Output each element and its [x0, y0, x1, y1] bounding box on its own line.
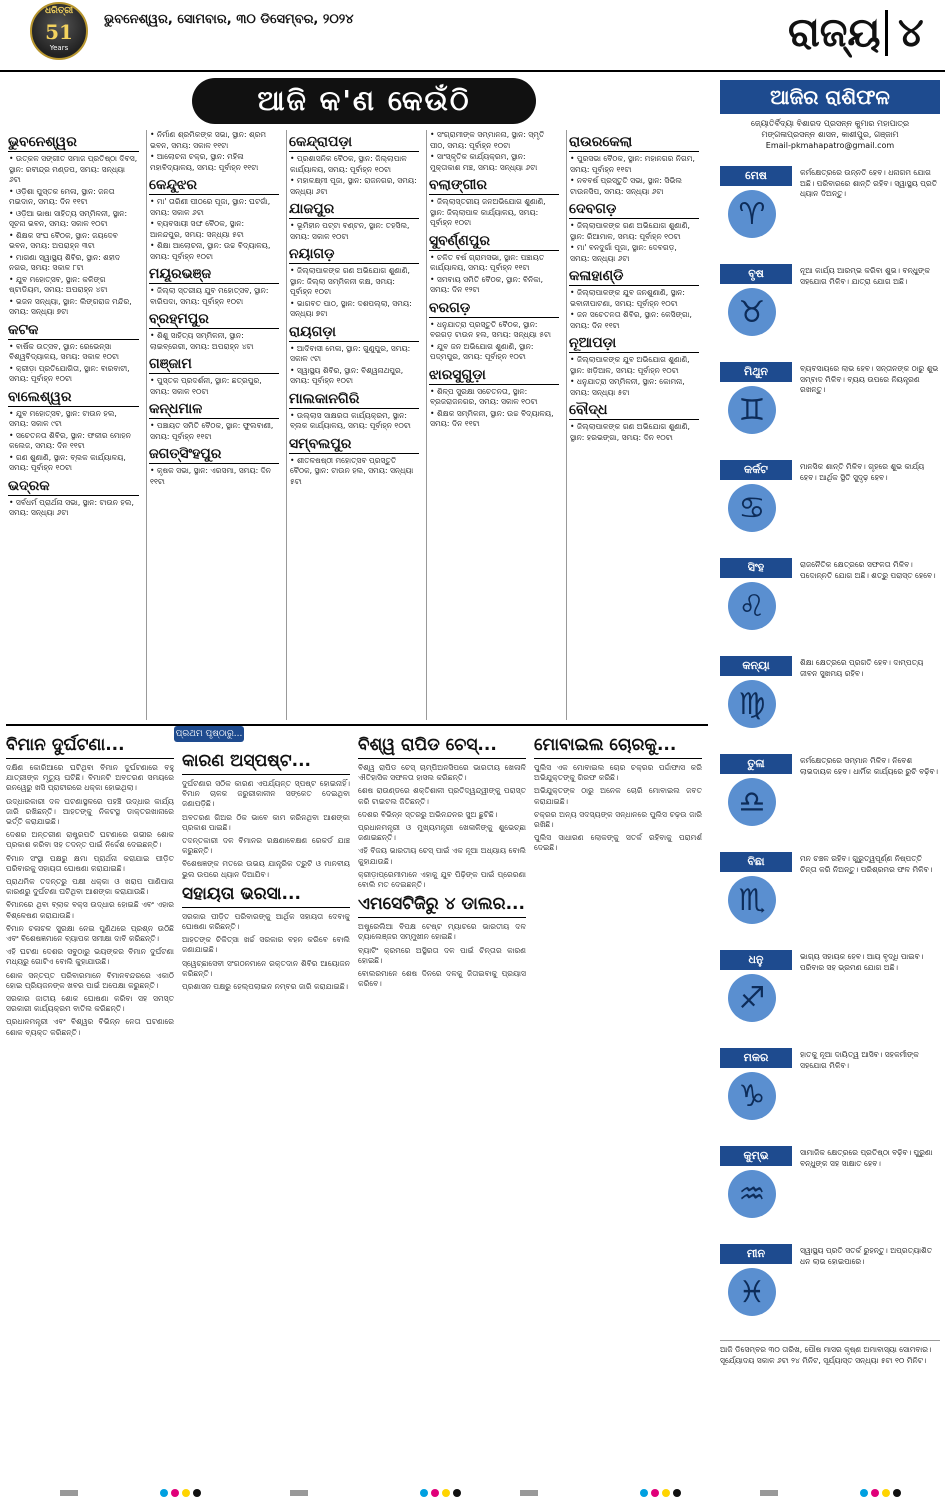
registration-dot — [662, 1489, 670, 1497]
story-headline: କାରଣ ଅସ୍ପଷ୍ଟ... — [182, 750, 350, 775]
story-paragraph: ପ୍ରଧାନମନ୍ତ୍ରୀ ଓ ମୁଖ୍ୟମନ୍ତ୍ରୀ ଖେଳାଳିଙ୍କୁ ଶୁଭେଚ୍ଛା ଜଣାଇଛନ୍ତି। — [358, 823, 526, 843]
logo-years: Years — [49, 44, 69, 52]
story-paragraph: ବ୍ୟାଟିଂ କ୍ରମରେ ଅସ୍ଥିରତା ଦଳ ପାଇଁ ଚିନ୍ତାର କାରଣ ହୋଇଛି। — [358, 945, 526, 965]
event-entry: • ଚଳିତ ବର୍ଷ ଗ୍ରାମସଭା, ସ୍ଥାନ: ପଞ୍ଚାୟତ କାର୍ଯ୍ୟାଳୟ, ସମୟ: ପୂର୍ବାହ୍ନ ୧୧ଟା — [427, 253, 561, 274]
story-paragraph: ଅଭିଯୁକ୍ତଙ୍କ ଠାରୁ ଅନେକ ଚୋରି ମୋବାଇଲ ଜବତ କରାଯାଇଛି। — [534, 786, 702, 806]
event-column — [6, 130, 141, 720]
event-entry: • ଜିଲ୍ଲାପାଳଙ୍କ ଯୁବ ଜନଶୁଣାଣି, ସ୍ଥାନ: ଭବାନୀପାଟଣା, ସମୟ: ପୂର୍ବାହ୍ନ ୧୦ଟା — [567, 288, 701, 309]
event-entry: • ଭଜନ ସନ୍ଧ୍ୟା, ସ୍ଥାନ: ଲିଙ୍ଗରାଜ ମନ୍ଦିର, ସମୟ: ସନ୍ଧ୍ୟା ୭ଟା — [6, 297, 141, 318]
story-paragraph: ଚକ୍ରର ଅନ୍ୟ ସଦସ୍ୟଙ୍କ ସନ୍ଧାନରେ ପୁଲିସ ଚଢ଼ଉ ଜାରି ରଖିଛି। — [534, 809, 702, 830]
zodiac-8-icon: ♏ — [728, 876, 776, 924]
zodiac-10-icon: ♑ — [728, 1072, 776, 1120]
zodiac-prediction: ମାନସିକ ଶାନ୍ତି ମିଳିବ। ଗୃହରେ ଶୁଭ କାର୍ଯ୍ୟ ହେବ। ଆର୍ଥିକ ସ୍ଥିତି ସୁଦୃଢ଼ ହେବ। — [800, 462, 925, 482]
story-paragraph: ବିମାନ ଚଳାଚଳ ସୁରକ୍ଷା ନେଇ ପୁଣିଥରେ ପ୍ରଶ୍ନ ଉଠିଛି ଏବଂ ବିଶେଷଜ୍ଞମାନେ ବ୍ୟାପକ ସମୀକ୍ଷା ଦାବି କରିଛନ୍ତି। — [6, 923, 174, 944]
registration-dot — [893, 1489, 901, 1497]
astrologer-email: Email-pkmahapatro@gmail.com — [765, 141, 895, 150]
story-headline: ସହାୟତା ଭରସା... — [182, 883, 350, 908]
event-entry: • ସ୍ୱାସ୍ଥ୍ୟ ଶିବିର, ସ୍ଥାନ: ବିଶ୍ୱନାଥପୁର, ସମୟ: ପୂର୍ବାହ୍ନ ୧୦ଟା — [287, 366, 421, 387]
event-entry: • ଧନୁଯାତ୍ରା ସମ୍ମିଳନୀ, ସ୍ଥାନ: କୋମନା, ସମୟ: ସନ୍ଧ୍ୟା ୫ଟା — [567, 377, 701, 398]
registration-dot — [442, 1489, 450, 1497]
event-entry: • କୃଷକ ସଭା, ସ୍ଥାନ: ଏରସମା, ସମୟ: ଦିନ ୧୧ଟା — [147, 466, 281, 487]
district-heading: ବରଗଡ଼ — [429, 300, 559, 318]
event-entry: • ଜନ ସଚେତନତା ଶିବିର, ସ୍ଥାନ: କେସିଙ୍ଗା, ସମୟ: ଦିନ ୧୧ଟା — [567, 310, 701, 331]
event-entry: • ସମବାୟ ସମିତି ବୈଠକ, ସ୍ଥାନ: ବିନିକା, ସମୟ: ଦିନ ୧୨ଟା — [427, 275, 561, 296]
story-paragraph: ଏହି ବିଜୟ ଭାରତୀୟ ଚେସ୍ ପାଇଁ ଏକ ନୂଆ ଅଧ୍ୟାୟ ବୋଲି କୁହାଯାଉଛି। — [358, 846, 526, 866]
zodiac-sign-name: କୁମ୍ଭ — [720, 1146, 792, 1166]
story-column — [358, 732, 526, 1484]
event-entry: • ଶିକ୍ଷକ ସମ୍ମିଳନୀ, ସ୍ଥାନ: ଉଚ୍ଚ ବିଦ୍ୟାଳୟ, ସମୟ: ଦିନ ୧୧ଟା — [427, 409, 561, 430]
district-heading: ମାଲକାନଗିରି — [289, 391, 419, 409]
zodiac-sign-block — [720, 852, 940, 948]
district-heading: ମୟୂରଭଞ୍ଜ — [149, 266, 279, 284]
section-name: ରାଜ୍ୟ — [788, 10, 881, 56]
story-paragraph: ବିମାନ ସଂସ୍ଥା ପକ୍ଷରୁ କ୍ଷମା ପ୍ରାର୍ଥନା କରାଯାଇ ପୀଡ଼ିତ ପରିବାରକୁ ସହାୟତା ଘୋଷଣା କରାଯାଇଛି। — [6, 853, 174, 873]
story-headline: ବିଶ୍ୱ ରାପିଡ ଚେସ୍... — [358, 734, 526, 759]
district-heading: କଳାହାଣ୍ଡି — [569, 268, 699, 286]
print-registration-bar — [0, 1488, 945, 1498]
story-paragraph: ଦେଶର ବିଭିନ୍ନ ସ୍ତରରୁ ଅଭିନନ୍ଦନର ସୁଅ ଛୁଟିଛି। — [358, 809, 498, 819]
event-column — [286, 130, 421, 720]
event-entry: • ଶିଶୁ ସାହିତ୍ୟ ସମ୍ମିଳନୀ, ସ୍ଥାନ: ଲାଇବ୍ରେରୀ, ସମୟ: ଅପରାହ୍ନ ୪ଟା — [147, 331, 281, 352]
event-entry: • ପ୍ରଶାସନିକ ବୈଠକ, ସ୍ଥାନ: ଜିଲ୍ଲାପାଳ କାର୍ଯ୍ୟାଳୟ, ସମୟ: ପୂର୍ବାହ୍ନ ୧୦ଟା — [287, 154, 421, 175]
event-entry: • ଭୂମିହୀନ ପଟ୍ଟା ବଣ୍ଟନ, ସ୍ଥାନ: ତହସିଲ, ସମୟ: ସକାଳ ୧୦ଟା — [287, 221, 421, 242]
event-entry: • ଗଣ ଶୁଣାଣି, ସ୍ଥାନ: ବ୍ଲକ କାର୍ଯ୍ୟାଳୟ, ସମୟ: ପୂର୍ବାହ୍ନ ୧୦ଟା — [6, 453, 141, 474]
registration-dot — [673, 1489, 681, 1497]
district-heading: କଟକ — [8, 322, 139, 340]
rashifala-title: ଆଜିର ରାଶିଫଳ — [720, 80, 940, 114]
zodiac-4-icon: ♋ — [728, 484, 776, 532]
event-entry: • ପଞ୍ଚାୟତ ସମିତି ବୈଠକ, ସ୍ଥାନ: ଫୁଲବାଣୀ, ସମୟ: ପୂର୍ବାହ୍ନ ୧୧ଟା — [147, 421, 281, 442]
event-entry: • ବ୍ୟବସାୟୀ ସଙ୍ଘ ବୈଠକ, ସ୍ଥାନ: ଆନନ୍ଦପୁର, ସମୟ: ସନ୍ଧ୍ୟା ୫ଟା — [147, 219, 281, 240]
event-entry: • ସଚେତନତା ଶିବିର, ସ୍ଥାନ: ଫକୀର ମୋହନ କଲେଜ, ସମୟ: ଦିନ ୧୧ଟା — [6, 431, 141, 452]
event-entry: • ସର୍ବଧର୍ମ ପ୍ରାର୍ଥନା ସଭା, ସ୍ଥାନ: ଟାଉନ ହଲ, ସମୟ: ସନ୍ଧ୍ୟା ୬ଟା — [6, 498, 141, 519]
registration-dot — [420, 1489, 428, 1497]
zodiac-sign-block — [720, 656, 940, 752]
event-entry: • ଶୀତଳଷଷ୍ଠୀ ମହୋତ୍ସବ ପ୍ରସ୍ତୁତି ବୈଠକ, ସ୍ଥାନ: ଟାଉନ ହଲ, ସମୟ: ସନ୍ଧ୍ୟା ୫ଟା — [287, 456, 421, 488]
rashifala-panel — [714, 78, 942, 1488]
event-entry: • ଯୁବ ମହୋତ୍ସବ, ସ୍ଥାନ: କଳିଙ୍ଗ ଷ୍ଟାଡିୟମ, ସମୟ: ଅପରାହ୍ନ ୪ଟା — [6, 275, 141, 296]
story-paragraph: କ୍ରୀଡ଼ାପ୍ରେମୀମାନେ ଏହାକୁ ଯୁବ ପିଢ଼ିଙ୍କ ପାଇଁ ପ୍ରେରଣା ବୋଲି ମତ ଦେଇଛନ୍ତି। — [358, 869, 526, 890]
story-paragraph: ବୋଲରମାନେ ଶେଷ ଦିନରେ ଦଳକୁ ଜିତାଇବାକୁ ପ୍ରୟାସ କରିବେ। — [358, 969, 526, 989]
story-paragraph: ଏହି ଘଟଣା ଦେଶର ସବୁଠାରୁ ଭୟଙ୍କର ବିମାନ ଦୁର୍ଘଟଣା ମଧ୍ୟରୁ ଗୋଟିଏ ବୋଲି କୁହାଯାଉଛି। — [6, 947, 174, 967]
story-paragraph: ଆହତଙ୍କ ଚିକିତ୍ସା ଖର୍ଚ୍ଚ ସରକାର ବହନ କରିବେ ବୋଲି ଜଣାଯାଇଛି। — [182, 935, 350, 955]
event-entry: • ପୁସ୍ତକ ପ୍ରଦର୍ଶନୀ, ସ୍ଥାନ: ଛତ୍ରପୁର, ସମୟ: ସକାଳ ୧୦ଟା — [147, 376, 281, 397]
event-entry: • ଆଦିବାସୀ ମେଳା, ସ୍ଥାନ: ଗୁଣୁପୁର, ସମୟ: ସକାଳ ୯ଟା — [287, 344, 421, 365]
story-paragraph: ସରକାର ଜାତୀୟ ଶୋକ ଘୋଷଣା କରିବା ସହ ସମସ୍ତ ସରକାରୀ କାର୍ଯ୍ୟକ୍ରମ ବାତିଲ କରିଛନ୍ତି। — [6, 994, 174, 1014]
zodiac-12-icon: ♓ — [728, 1268, 776, 1316]
zodiac-sign-name: ମକର — [720, 1048, 792, 1068]
registration-dot — [640, 1489, 648, 1497]
story-headline: ମୋବାଇଲ ଚୋରକୁ... — [534, 734, 702, 759]
event-entry: • ଉଲ୍ଲାସ ସାକ୍ଷରତା କାର୍ଯ୍ୟକ୍ରମ, ସ୍ଥାନ: ବ୍ଲକ କାର୍ଯ୍ୟାଳୟ, ସମୟ: ପୂର୍ବାହ୍ନ ୧୦ଟା — [287, 411, 421, 432]
district-heading: ନୂଆପଡ଼ା — [569, 335, 699, 353]
story-headline: ବିମାନ ଦୁର୍ଘଟଣା... — [6, 734, 174, 759]
story-paragraph: ଅବତରଣ ଗିଅର ଠିକ ଭାବେ କାମ କରିନଥିବା ଆଶଙ୍କା ପ୍ରକାଶ ପାଇଛି। — [182, 812, 350, 832]
registration-dot — [160, 1489, 168, 1497]
event-entry: • ମା' ବନଦୁର୍ଗା ପୂଜା, ସ୍ଥାନ: ଦେବଗଡ଼, ସମୟ: ସନ୍ଧ୍ୟା ୬ଟା — [567, 243, 701, 264]
panjika-text: ଆଜି ଡିସେମ୍ବର ୩୦ ତାରିଖ, ପୌଷ ମାସର କୃଷ୍ଣ ଅମାବାସ୍ୟା ସୋମବାର। ସୂର୍ଯ୍ୟୋଦୟ ସକାଳ ୬ଟା ୨୪ ମିନିଟ, ସୂର୍ଯ୍ୟାସ୍ତ ସନ୍ଧ୍ୟା ୫ଟା ୧୦ ମିନିଟ। — [720, 1340, 940, 1366]
event-entry: • ମହାଳକ୍ଷ୍ମୀ ପୂଜା, ସ୍ଥାନ: ରାଜନଗର, ସମୟ: ସନ୍ଧ୍ୟା ୬ଟା — [287, 176, 421, 197]
newspaper-logo — [30, 2, 88, 64]
registration-grey-mark — [520, 1490, 538, 1496]
event-entry: • ନିର୍ମାଣ ଶ୍ରମିକଙ୍କ ସଭା, ସ୍ଥାନ: ଶ୍ରମ ଭବନ, ସମୟ: ସକାଳ ୧୧ଟା — [147, 130, 281, 151]
event-entry: • ମା' ତାରିଣୀ ପୀଠରେ ପୂଜା, ସ୍ଥାନ: ଘଟଗାଁ, ସମୟ: ସକାଳ ୬ଟା — [147, 197, 281, 218]
event-entry: • ଆଲୋଚନା ଚକ୍ର, ସ୍ଥାନ: ମହିଳା ମହାବିଦ୍ୟାଳୟ, ସମୟ: ପୂର୍ବାହ୍ନ ୧୧ଟା — [147, 152, 281, 173]
district-heading: ଭଦ୍ରକ — [8, 478, 139, 496]
logo-brand: ଧରିତ୍ରୀ — [44, 6, 74, 16]
zodiac-sign-name: ସିଂହ — [720, 558, 792, 578]
district-heading: ରାୟଗଡ଼ା — [289, 324, 419, 342]
zodiac-sign-block — [720, 362, 940, 458]
rashifala-byline — [720, 118, 940, 151]
zodiac-5-icon: ♌ — [728, 582, 776, 630]
event-entry: • ଉତ୍କଳ ସଙ୍ଗୀତ ସମାଜ ପ୍ରତିଷ୍ଠା ଦିବସ, ସ୍ଥାନ: ରବୀନ୍ଦ୍ର ମଣ୍ଡପ, ସମୟ: ସନ୍ଧ୍ୟା ୬ଟା — [6, 154, 141, 186]
zodiac-sign-block — [720, 1048, 940, 1144]
district-heading: ଦେବଗଡ଼ — [569, 201, 699, 219]
story-column — [534, 732, 702, 1484]
event-entry: • ଜିଲ୍ଲାସ୍ତରୀୟ ଜନଅଭିଯୋଗ ଶୁଣାଣି, ସ୍ଥାନ: ଜିଲ୍ଲାପାଳ କାର୍ଯ୍ୟାଳୟ, ସମୟ: ପୂର୍ବାହ୍ନ ୧୦ଟା — [427, 197, 561, 229]
event-entry: • ମାଗଣା ସ୍ୱାସ୍ଥ୍ୟ ଶିବିର, ସ୍ଥାନ: ଶହୀଦ ନଗର, ସମୟ: ସକାଳ ୮ଟା — [6, 253, 141, 274]
registration-dot — [871, 1489, 879, 1497]
zodiac-sign-block — [720, 950, 940, 1046]
zodiac-11-icon: ♒ — [728, 1170, 776, 1218]
event-entry: • କ୍ରୀଡ଼ା ପ୍ରତିଯୋଗିତା, ସ୍ଥାନ: ବାରବାଟୀ, ସମୟ: ପୂର୍ବାହ୍ନ ୧୦ଟା — [6, 364, 141, 385]
story-paragraph: ପୁଲିସ ଏକ ମୋବାଇଲ ଚୋର ଚକ୍ରର ପର୍ଦ୍ଦାଫାସ କରି ଅଭିଯୁକ୍ତଙ୍କୁ ଗିରଫ କରିଛି। — [534, 763, 702, 783]
event-entry: • ପୁରସଭା ବୈଠକ, ସ୍ଥାନ: ମହାନଗର ନିଗମ, ସମୟ: ପୂର୍ବାହ୍ନ ୧୧ଟା — [567, 154, 701, 175]
event-entry: • ଶିଳ୍ପ ସୁରକ୍ଷା ସଚେତନତା, ସ୍ଥାନ: ବ୍ରଜରାଜନଗର, ସମୟ: ସକାଳ ୧୦ଟା — [427, 387, 561, 408]
district-heading: ବଲାଙ୍ଗୀର — [429, 177, 559, 195]
zodiac-prediction: କର୍ମକ୍ଷେତ୍ରରେ ଉନ୍ନତି ହେବ। ଧନାଗମ ଯୋଗ ଅଛି। ପରିବାରରେ ଶାନ୍ତି ରହିବ। ସ୍ୱାସ୍ଥ୍ୟ ପ୍ରତି ଧ୍ୟାନ ଦିଅନ୍ତୁ। — [800, 168, 938, 198]
zodiac-sign-name: ମିଥୁନ — [720, 362, 792, 382]
event-column — [566, 130, 701, 720]
zodiac-prediction: ଶିକ୍ଷା କ୍ଷେତ୍ରରେ ପ୍ରଗତି ହେବ। ଦାମ୍ପତ୍ୟ ଜୀବନ ସୁଖମୟ ରହିବ। — [800, 658, 924, 678]
district-heading: କନ୍ଧମାଳ — [149, 401, 279, 419]
story-paragraph: ଶୋକ ସନ୍ତପ୍ତ ପରିବାରମାନେ ବିମାନବନ୍ଦରରେ ଏକାଠି ହୋଇ ପ୍ରିୟଜନଙ୍କ ଖବର ପାଇଁ ଅପେକ୍ଷା କରୁଛନ୍ତି। — [6, 970, 174, 990]
zodiac-prediction: ରାଜନୈତିକ କ୍ଷେତ୍ରରେ ସଫଳତା ମିଳିବ। ପଦୋନ୍ନତି ଯୋଗ ଅଛି। ଶତ୍ରୁ ପରାସ୍ତ ହେବେ। — [800, 560, 936, 580]
zodiac-9-icon: ♐ — [728, 974, 776, 1022]
zodiac-prediction: ଭାଗ୍ୟ ସହାୟକ ହେବ। ଆୟ ବୃଦ୍ଧି ପାଇବ। ପରିବାର ସହ ଭ୍ରମଣ ଯୋଗ ଅଛି। — [800, 952, 924, 972]
story-paragraph: ସରକାର ପୀଡ଼ିତ ପରିବାରଙ୍କୁ ଆର୍ଥିକ ସହାୟତା ଦେବାକୁ ଘୋଷଣା କରିଛନ୍ତି। — [182, 911, 350, 932]
story-paragraph: ସ୍ୱେଚ୍ଛାସେବୀ ସଂଗଠନମାନେ ରକ୍ତଦାନ ଶିବିର ଆୟୋଜନ କରିଛନ୍ତି। — [182, 958, 350, 978]
story-headline: ଏମସେଟିଜିରୁ ୪ ଡାଲର... — [358, 893, 526, 918]
district-heading: ସୁବର୍ଣ୍ଣପୁର — [429, 233, 559, 251]
event-entry: • ଜିଲ୍ଲା ସ୍ତରୀୟ ଯୁବ ମହୋତ୍ସବ, ସ୍ଥାନ: ବାରିପଦା, ସମୟ: ପୂର୍ବାହ୍ନ ୧୦ଟା — [147, 286, 281, 307]
event-entry: • ଜିଲ୍ଲାପାଳଙ୍କ ଗଣ ଅଭିଯୋଗ ଶୁଣାଣି, ସ୍ଥାନ: ହରଭଙ୍ଗା, ସମୟ: ଦିନ ୧୦ଟା — [567, 422, 701, 443]
zodiac-prediction: ମନ ଚଞ୍ଚଳ ରହିବ। ଗୁରୁତ୍ୱପୂର୍ଣ୍ଣ ନିଷ୍ପତ୍ତି ଚିନ୍ତା କରି ନିଅନ୍ତୁ। ପରିଶ୍ରମର ଫଳ ମିଳିବ। — [800, 854, 933, 874]
zodiac-sign-block — [720, 754, 940, 850]
story-paragraph: ଅଷ୍ଟ୍ରେଲିଆ ବିପକ୍ଷ ଟେଷ୍ଟ ମ୍ୟାଚରେ ଭାରତୀୟ ଦଳ ଚ୍ୟାଲେଞ୍ଜର ସମ୍ମୁଖୀନ ହୋଇଛି। — [358, 922, 526, 942]
zodiac-prediction: କର୍ମକ୍ଷେତ୍ରରେ ସମ୍ମାନ ମିଳିବ। ନିବେଶ ଲାଭଦାୟକ ହେବ। ଧାର୍ମିକ କାର୍ଯ୍ୟରେ ରୁଚି ବଢ଼ିବ। — [800, 756, 939, 776]
event-column — [426, 130, 561, 720]
zodiac-sign-block — [720, 460, 940, 556]
district-heading: ବୌଦ୍ଧ — [569, 402, 699, 420]
story-paragraph: ଦୁର୍ଘଟଣାର ସଠିକ କାରଣ ଏପର୍ଯ୍ୟନ୍ତ ସ୍ପଷ୍ଟ ହୋଇନାହିଁ। ବିମାନ ଚାଳକ ଜରୁରୀକାଳୀନ ସଙ୍କେତ ଦେଇଥିବା ଜଣାପଡ଼ିଛି। — [182, 779, 350, 809]
district-heading: ବ୍ରହ୍ମପୁର — [149, 311, 279, 329]
story-paragraph: ତଦନ୍ତକାରୀ ଦଳ ବିମାନର ରକ୍ଷଣାବେକ୍ଷଣ ରେକର୍ଡ ଯାଞ୍ଚ କରୁଛନ୍ତି। — [182, 836, 350, 856]
zodiac-prediction: ବ୍ୟବସାୟରେ ଲାଭ ହେବ। ସନ୍ତାନଙ୍କ ଠାରୁ ଶୁଭ ସମ୍ବାଦ ମିଳିବ। ବ୍ୟୟ ଉପରେ ନିୟନ୍ତ୍ରଣ ରଖନ୍ତୁ। — [800, 364, 939, 394]
event-entry: • ଓଡ଼ିଶା ପୁସ୍ତକ ମେଳା, ସ୍ଥାନ: ଜନତା ମଇଦାନ, ସମୟ: ଦିନ ୧୧ଟା — [6, 187, 141, 208]
zodiac-2-icon: ♉ — [728, 288, 776, 336]
zodiac-sign-block — [720, 1146, 940, 1242]
event-entry: • ଶିକ୍ଷା ଆଲୋଚନା, ସ୍ଥାନ: ଉଚ୍ଚ ବିଦ୍ୟାଳୟ, ସମୟ: ପୂର୍ବାହ୍ନ ୧୦ଟା — [147, 241, 281, 262]
listing-title: ଆଜି କ'ଣ କେଉଁଠି — [257, 84, 471, 117]
story-column — [182, 748, 350, 1498]
news-stories — [6, 724, 708, 1486]
zodiac-sign-name: କନ୍ୟା — [720, 656, 792, 676]
zodiac-sign-name: ବୃଷ — [720, 264, 792, 284]
zodiac-prediction: ନୂଆ କାର୍ଯ୍ୟ ଆରମ୍ଭ କରିବା ଶୁଭ। ବନ୍ଧୁଙ୍କ ସହଯୋଗ ମିଳିବ। ଯାତ୍ରା ଯୋଗ ଅଛି। — [800, 266, 930, 286]
district-heading: ସମ୍ବଲପୁର — [289, 436, 419, 454]
story-paragraph: ବିମାନରେ ଥିବା ବ୍ଲାକ ବକ୍ସ ଉଦ୍ଧାର ହୋଇଛି ଏବଂ ଏହାର ବିଶ୍ଳେଷଣ କରାଯାଉଛି। — [6, 900, 174, 920]
event-entry: • ସଂଗ୍ରାମୀଙ୍କ ସମ୍ମାନନା, ସ୍ଥାନ: ସ୍ମୃତି ପୀଠ, ସମୟ: ପୂର୍ବାହ୍ନ ୧୦ଟା — [427, 130, 561, 151]
masthead — [0, 0, 945, 72]
story-paragraph: ପ୍ରଶାସନ ପକ୍ଷରୁ ହେଲ୍ପଲାଇନ ନମ୍ବର ଜାରି କରାଯାଇଛି। — [182, 982, 349, 992]
event-column — [146, 130, 281, 720]
district-heading: ଭୁବନେଶ୍ୱର — [8, 134, 139, 152]
zodiac-prediction: ସାମାଜିକ କ୍ଷେତ୍ରରେ ପ୍ରତିଷ୍ଠା ବଢ଼ିବ। ପୁରୁଣା ବନ୍ଧୁଙ୍କ ସହ ସାକ୍ଷାତ ହେବ। — [800, 1148, 933, 1168]
story-paragraph: ଦେଶର ଅନ୍ତରୀଣ ରାଷ୍ଟ୍ରପତି ଘଟଣାରେ ଗଭୀର ଶୋକ ପ୍ରକାଶ କରିବା ସହ ତଦନ୍ତ ପାଇଁ ନିର୍ଦ୍ଦେଶ ଦେଇଛନ୍ତି। — [6, 830, 174, 850]
zodiac-7-icon: ♎ — [728, 778, 776, 826]
registration-grey-mark — [290, 1490, 308, 1496]
story-paragraph: ବିଶ୍ୱ ରାପିଡ ଚେସ୍ ଚାମ୍ପିଅନସିପରେ ଭାରତୀୟ ଖେଳାଳି ଐତିହାସିକ ସଫଳତା ହାସଲ କରିଛନ୍ତି। — [358, 763, 526, 783]
registration-dot — [431, 1489, 439, 1497]
dateline: ଭୁବନେଶ୍ୱର, ସୋମବାର, ୩୦ ଡିସେମ୍ବର, ୨୦୨୪ — [104, 12, 354, 27]
zodiac-sign-block — [720, 166, 940, 262]
zodiac-sign-name: ବିଛା — [720, 852, 792, 872]
registration-dot — [193, 1489, 201, 1497]
page-number: ୪ — [898, 10, 924, 56]
story-paragraph: ପ୍ରଧାନମନ୍ତ୍ରୀ ଏବଂ ବିଶ୍ୱର ବିଭିନ୍ନ ନେତା ଘଟଣାରେ ଶୋକ ବ୍ୟକ୍ତ କରିଛନ୍ତି। — [6, 1017, 174, 1037]
continued-from-front-page: ପ୍ରଥମ ପୃଷ୍ଠାରୁ... — [174, 726, 244, 742]
event-entry: • ବାର୍ଷିକ ଉତ୍ସବ, ସ୍ଥାନ: ରେଭେନ୍ସା ବିଶ୍ୱବିଦ୍ୟାଳୟ, ସମୟ: ସକାଳ ୧୦ଟା — [6, 342, 141, 363]
registration-grey-mark — [760, 1490, 778, 1496]
event-entry: • ନବବର୍ଷ ପ୍ରସ୍ତୁତି ସଭା, ସ୍ଥାନ: ସିଭିଲ ଟାଉନସିପ, ସମୟ: ସନ୍ଧ୍ୟା ୬ଟା — [567, 176, 701, 197]
district-heading: ଗଞ୍ଜାମ — [149, 356, 279, 374]
district-heading: ଜଗତ୍‌ସିଂହପୁର — [149, 446, 279, 464]
district-heading: କେନ୍ଦୁଝର — [149, 177, 279, 195]
story-paragraph: ଦକ୍ଷିଣ କୋରିଆରେ ଘଟିଥିବା ବିମାନ ଦୁର୍ଘଟଣାରେ ବହୁ ଯାତ୍ରୀଙ୍କ ମୃତ୍ୟୁ ଘଟିଛି। ବିମାନଟି ଅବତରଣ ସମୟରେ ରନୱେରୁ ଖସି ପ୍ରାଚୀରରେ ଧକ୍କା ହୋଇଥିଲା। — [6, 763, 174, 793]
story-paragraph: ବିଶେଷଜ୍ଞଙ୍କ ମତରେ ଉଭୟ ଯାନ୍ତ୍ରିକ ତ୍ରୁଟି ଓ ମାନବୀୟ ଭୁଲ ଉପରେ ଧ୍ୟାନ ଦିଆଯିବ। — [182, 859, 350, 879]
zodiac-sign-name: ମୀନ — [720, 1244, 792, 1264]
event-entry: • ଭାଗବତ ପାଠ, ସ୍ଥାନ: ଦଶପଲ୍ଲା, ସମୟ: ସନ୍ଧ୍ୟା ୭ଟା — [287, 299, 421, 320]
astrologer-name: ଜ୍ୟୋତିର୍ବିଦ୍ୟା ବିଶାରଦ ପ୍ରସନ୍ନ କୁମାର ମହାପାତ୍ର — [750, 119, 910, 128]
section-divider — [885, 10, 888, 56]
story-paragraph: ଉଦ୍ଧାରକାରୀ ଦଳ ଘଟଣାସ୍ଥଳରେ ପହଞ୍ଚି ଉଦ୍ଧାର କାର୍ଯ୍ୟ ଜାରି ରଖିଛନ୍ତି। ଆହତଙ୍କୁ ନିକଟସ୍ଥ ଡାକ୍ତରଖାନାରେ ଭର୍ତ୍ତି କରାଯାଇଛି। — [6, 796, 174, 827]
logo-number: 51 — [45, 20, 73, 44]
zodiac-sign-name: ତୁଳା — [720, 754, 792, 774]
event-entry: • ଜିଲ୍ଲାପାଳଙ୍କ ଯୁବ ଅଭିଯୋଗ ଶୁଣାଣି, ସ୍ଥାନ: ଖଡ଼ିଆଳ, ସମୟ: ପୂର୍ବାହ୍ନ ୧୦ଟା — [567, 355, 701, 376]
event-entry: • ଧନୁଯାତ୍ରା ପ୍ରସ୍ତୁତି ବୈଠକ, ସ୍ଥାନ: ବରଗଡ଼ ଟାଉନ ହଲ, ସମୟ: ସନ୍ଧ୍ୟା ୫ଟା — [427, 320, 561, 341]
zodiac-sign-block — [720, 1244, 940, 1340]
event-listings — [6, 130, 706, 722]
zodiac-1-icon: ♈ — [728, 190, 776, 238]
district-heading: ଝାରସୁଗୁଡ଼ା — [429, 367, 559, 385]
listing-banner — [192, 78, 536, 124]
zodiac-sign-name: ଧନୁ — [720, 950, 792, 970]
registration-dot — [882, 1489, 890, 1497]
story-column — [6, 732, 174, 1484]
zodiac-3-icon: ♊ — [728, 386, 776, 434]
event-entry: • ଶିକ୍ଷକ ସଂଘ ବୈଠକ, ସ୍ଥାନ: ଜୟଦେବ ଭବନ, ସମୟ: ଅପରାହ୍ନ ୩ଟା — [6, 231, 141, 252]
district-heading: ଯାଜପୁର — [289, 201, 419, 219]
astrologer-address: ମଙ୍ଗଳାପ୍ରସନ୍ନ ଶାସନ, କାଶୀପୁର, ଗଞ୍ଜାମ — [761, 130, 899, 139]
zodiac-sign-block — [720, 264, 940, 360]
registration-dot — [860, 1489, 868, 1497]
event-entry: • ଓଡ଼ିଆ ଭାଷା ସାହିତ୍ୟ ସମ୍ମିଳନୀ, ସ୍ଥାନ: ସୂଚନା ଭବନ, ସମୟ: ସକାଳ ୧୦ଟା — [6, 209, 141, 230]
zodiac-sign-name: କର୍କଟ — [720, 460, 792, 480]
registration-dot — [171, 1489, 179, 1497]
registration-dot — [182, 1489, 190, 1497]
story-paragraph: ପୁଲିସ ସାଧାରଣ ଲୋକଙ୍କୁ ସତର୍କ ରହିବାକୁ ପରାମର୍ଶ ଦେଇଛି। — [534, 833, 702, 853]
registration-dot — [453, 1489, 461, 1497]
event-entry: • ସାଂସ୍କୃତିକ କାର୍ଯ୍ୟକ୍ରମ, ସ୍ଥାନ: ମୁକ୍ତାକାଶ ମଞ୍ଚ, ସମୟ: ସନ୍ଧ୍ୟା ୬ଟା — [427, 152, 561, 173]
zodiac-6-icon: ♍ — [728, 680, 776, 728]
registration-grey-mark — [60, 1490, 78, 1496]
zodiac-sign-name: ମେଷ — [720, 166, 792, 186]
zodiac-sign-block — [720, 558, 940, 654]
district-heading: ରାଉରକେଲା — [569, 134, 699, 152]
district-heading: ବାଲେଶ୍ୱର — [8, 389, 139, 407]
district-heading: କେନ୍ଦ୍ରାପଡ଼ା — [289, 134, 419, 152]
event-entry: • ଜିଲ୍ଲାପାଳଙ୍କ ଗଣ ଅଭିଯୋଗ ଶୁଣାଣି, ସ୍ଥାନ: ରିଆମାଳ, ସମୟ: ପୂର୍ବାହ୍ନ ୧୦ଟା — [567, 221, 701, 242]
zodiac-prediction: ସ୍ୱାସ୍ଥ୍ୟ ପ୍ରତି ସତର୍କ ରୁହନ୍ତୁ। ଅପ୍ରତ୍ୟାଶିତ ଧନ ଲାଭ ହୋଇପାରେ। — [800, 1246, 933, 1266]
event-entry: • ଜିଲ୍ଲାପାଳଙ୍କ ଗଣ ଅଭିଯୋଗ ଶୁଣାଣି, ସ୍ଥାନ: ଜିଲ୍ଲା ସମ୍ମିଳନୀ କକ୍ଷ, ସମୟ: ପୂର୍ବାହ୍ନ ୧୦ଟା — [287, 266, 421, 298]
story-paragraph: ପ୍ରାଥମିକ ତଦନ୍ତରୁ ପକ୍ଷୀ ଧକ୍କା ଓ ଖରାପ ପାଣିପାଗ କାରଣରୁ ଦୁର୍ଘଟଣା ଘଟିଥିବା ଆଶଙ୍କା କରାଯାଉଛି। — [6, 877, 174, 897]
zodiac-prediction: ହାତକୁ ନୂଆ ଦାୟିତ୍ୱ ଆସିବ। ସହକର୍ମୀଙ୍କ ସହଯୋଗ ମିଳିବ। — [800, 1050, 919, 1070]
story-paragraph: ଶେଷ ରାଉଣ୍ଡରେ ଶକ୍ତିଶାଳୀ ପ୍ରତିଦ୍ୱନ୍ଦ୍ୱୀଙ୍କୁ ପରାସ୍ତ କରି ଟାଇଟଲ ଜିତିଛନ୍ତି। — [358, 786, 526, 806]
event-entry: • ଯୁବ ଜନ ଅଭିଯୋଗ ଶୁଣାଣି, ସ୍ଥାନ: ପଦ୍ମପୁର, ସମୟ: ପୂର୍ବାହ୍ନ ୧୦ଟା — [427, 342, 561, 363]
registration-dot — [651, 1489, 659, 1497]
event-entry: • ଯୁବ ମହୋତ୍ସବ, ସ୍ଥାନ: ଟାଉନ ହଲ, ସମୟ: ସକାଳ ୯ଟା — [6, 409, 141, 430]
district-heading: ନୟାଗଡ଼ — [289, 246, 419, 264]
